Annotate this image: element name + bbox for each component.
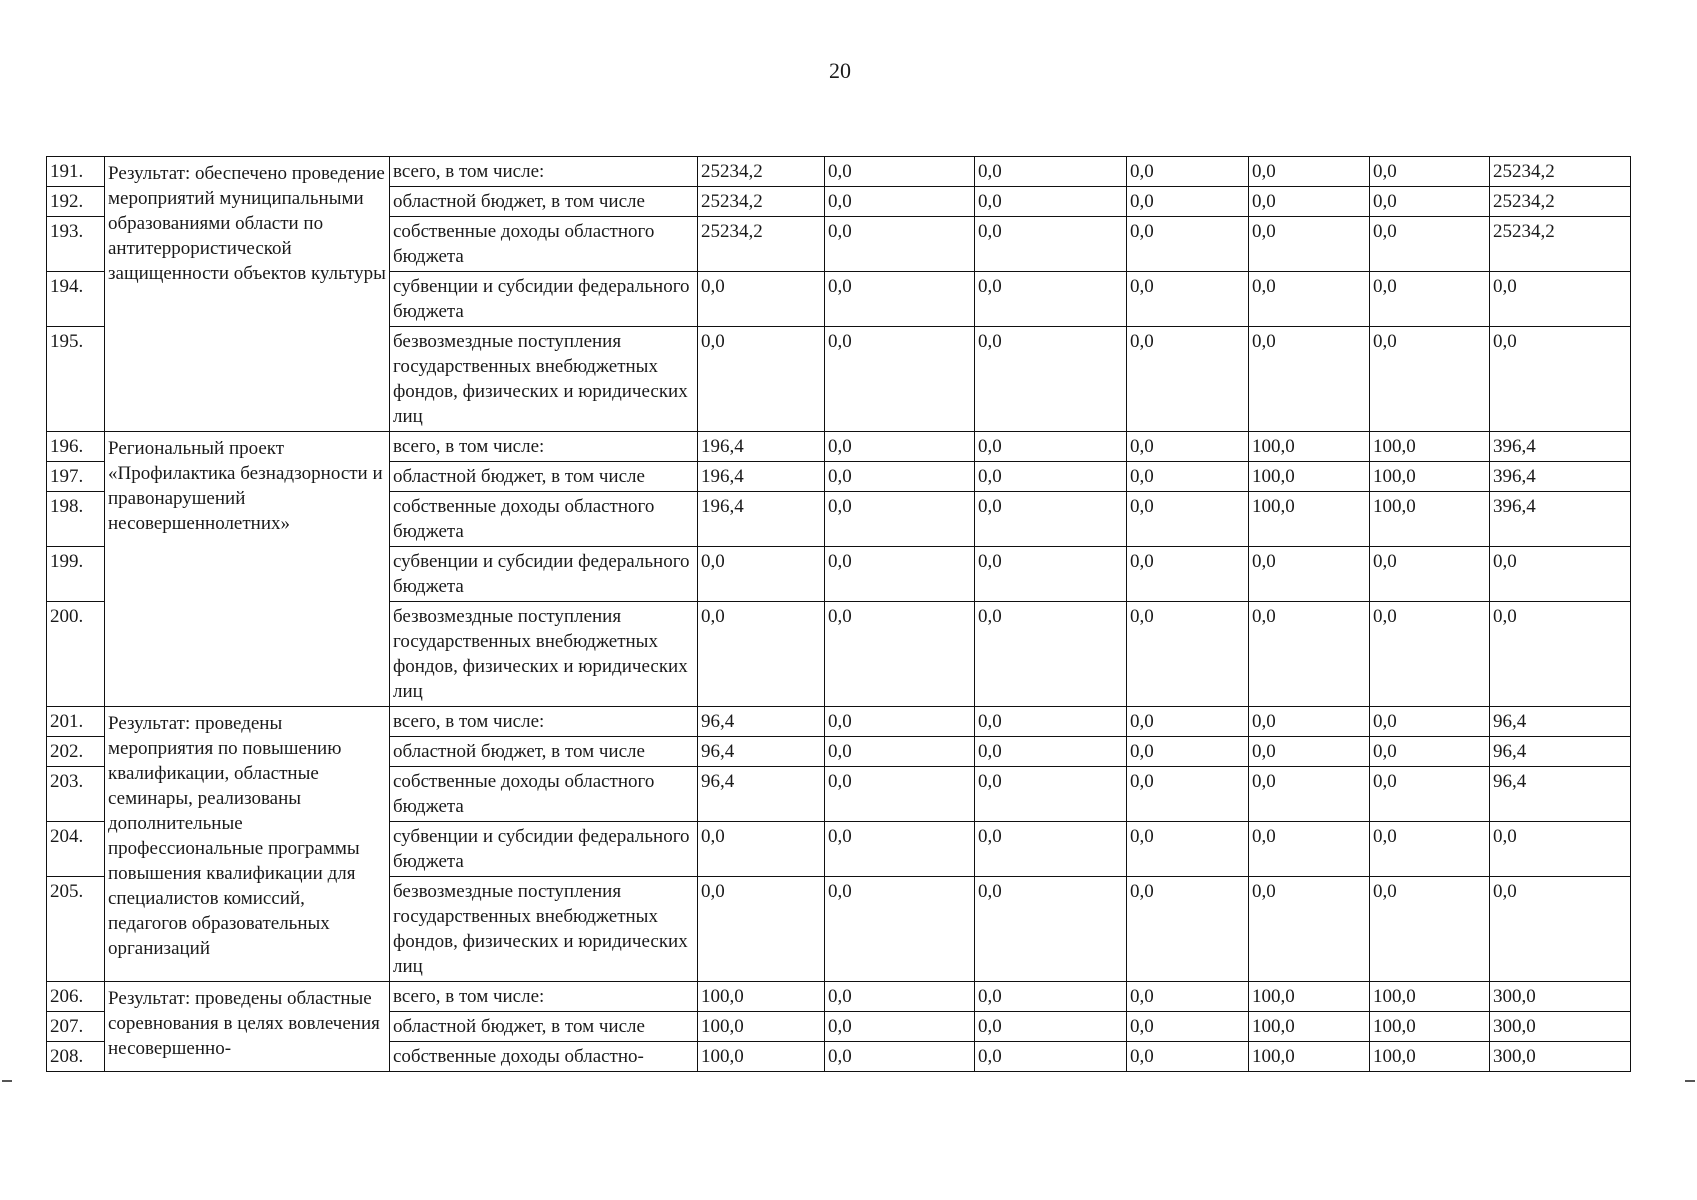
- year-value-cell: 0,0: [975, 187, 1127, 217]
- row-number-cell: 207.: [47, 1012, 105, 1042]
- row-number-cell: 205.: [47, 877, 105, 982]
- year-value-cell: 0,0: [975, 1042, 1127, 1072]
- year-value-cell: 0,0: [698, 272, 825, 327]
- year-value-cell: 0,0: [1249, 602, 1370, 707]
- year-value-cell: 0,0: [975, 737, 1127, 767]
- total-value-cell: 25234,2: [1490, 157, 1631, 187]
- year-value-cell: 0,0: [1249, 272, 1370, 327]
- year-value-cell: 0,0: [1127, 767, 1249, 822]
- year-value-cell: 100,0: [698, 982, 825, 1012]
- margin-mark-right: [1685, 1080, 1695, 1082]
- year-value-cell: 0,0: [1127, 217, 1249, 272]
- year-value-cell: 0,0: [1127, 877, 1249, 982]
- year-value-cell: 96,4: [698, 767, 825, 822]
- year-value-cell: 0,0: [825, 982, 975, 1012]
- year-value-cell: 0,0: [825, 602, 975, 707]
- funding-source-cell: всего, в том числе:: [390, 432, 698, 462]
- row-number-cell: 203.: [47, 767, 105, 822]
- year-value-cell: 0,0: [825, 877, 975, 982]
- year-value-cell: 100,0: [1249, 462, 1370, 492]
- page-number: 20: [829, 58, 851, 83]
- total-value-cell: 25234,2: [1490, 187, 1631, 217]
- year-value-cell: 100,0: [1249, 1042, 1370, 1072]
- year-value-cell: 0,0: [1127, 462, 1249, 492]
- year-value-cell: 0,0: [825, 187, 975, 217]
- row-number-cell: 202.: [47, 737, 105, 767]
- year-value-cell: 0,0: [975, 272, 1127, 327]
- budget-table: [46, 156, 1631, 1072]
- table-row: [47, 707, 1631, 737]
- total-value-cell: 0,0: [1490, 822, 1631, 877]
- year-value-cell: 0,0: [825, 432, 975, 462]
- year-value-cell: 0,0: [1370, 157, 1490, 187]
- row-number-cell: 204.: [47, 822, 105, 877]
- funding-source-cell: областной бюджет, в том числе: [390, 187, 698, 217]
- total-value-cell: 300,0: [1490, 1042, 1631, 1072]
- year-value-cell: 0,0: [1127, 707, 1249, 737]
- year-value-cell: 0,0: [825, 327, 975, 432]
- year-value-cell: 0,0: [1370, 602, 1490, 707]
- year-value-cell: 0,0: [1370, 707, 1490, 737]
- table-row: [47, 157, 1631, 187]
- row-number-cell: 199.: [47, 547, 105, 602]
- year-value-cell: 0,0: [1249, 707, 1370, 737]
- total-value-cell: 0,0: [1490, 602, 1631, 707]
- activity-description-cell: Результат: обеспечено проведение мероприятий муниципальными образованиями области по антитеррористической защищенности объектов культуры: [105, 157, 390, 432]
- year-value-cell: 0,0: [1370, 547, 1490, 602]
- year-value-cell: 0,0: [1249, 877, 1370, 982]
- year-value-cell: 0,0: [825, 1012, 975, 1042]
- year-value-cell: 0,0: [1249, 327, 1370, 432]
- year-value-cell: 96,4: [698, 737, 825, 767]
- year-value-cell: 100,0: [1370, 1012, 1490, 1042]
- total-value-cell: 300,0: [1490, 1012, 1631, 1042]
- total-value-cell: 96,4: [1490, 767, 1631, 822]
- funding-source-cell: субвенции и субсидии федерального бюджета: [390, 822, 698, 877]
- year-value-cell: 0,0: [975, 432, 1127, 462]
- total-value-cell: 96,4: [1490, 737, 1631, 767]
- total-value-cell: 396,4: [1490, 462, 1631, 492]
- row-number-cell: 198.: [47, 492, 105, 547]
- year-value-cell: 196,4: [698, 492, 825, 547]
- year-value-cell: 100,0: [698, 1042, 825, 1072]
- year-value-cell: 196,4: [698, 462, 825, 492]
- row-number-cell: 192.: [47, 187, 105, 217]
- year-value-cell: 0,0: [1370, 327, 1490, 432]
- year-value-cell: 100,0: [1249, 982, 1370, 1012]
- year-value-cell: 0,0: [1249, 547, 1370, 602]
- table-row: [47, 432, 1631, 462]
- row-number-cell: 191.: [47, 157, 105, 187]
- year-value-cell: 100,0: [698, 1012, 825, 1042]
- year-value-cell: 0,0: [825, 272, 975, 327]
- year-value-cell: 0,0: [1370, 187, 1490, 217]
- year-value-cell: 100,0: [1370, 1042, 1490, 1072]
- year-value-cell: 0,0: [1370, 737, 1490, 767]
- year-value-cell: 0,0: [1249, 737, 1370, 767]
- total-value-cell: 0,0: [1490, 327, 1631, 432]
- funding-source-cell: собственные доходы областно-: [390, 1042, 698, 1072]
- funding-source-cell: областной бюджет, в том числе: [390, 462, 698, 492]
- year-value-cell: 0,0: [698, 822, 825, 877]
- year-value-cell: 100,0: [1249, 432, 1370, 462]
- row-number-cell: 194.: [47, 272, 105, 327]
- year-value-cell: 0,0: [1249, 217, 1370, 272]
- year-value-cell: 0,0: [825, 492, 975, 547]
- year-value-cell: 0,0: [1127, 432, 1249, 462]
- funding-source-cell: всего, в том числе:: [390, 157, 698, 187]
- year-value-cell: 0,0: [825, 547, 975, 602]
- funding-source-cell: субвенции и субсидии федерального бюджета: [390, 272, 698, 327]
- funding-source-cell: безвозмездные поступления государственных внебюджетных фондов, физических и юридических лиц: [390, 327, 698, 432]
- year-value-cell: 0,0: [1127, 272, 1249, 327]
- year-value-cell: 0,0: [1127, 1012, 1249, 1042]
- year-value-cell: 0,0: [975, 547, 1127, 602]
- funding-source-cell: собственные доходы областного бюджета: [390, 767, 698, 822]
- year-value-cell: 0,0: [975, 327, 1127, 432]
- year-value-cell: 0,0: [1370, 822, 1490, 877]
- year-value-cell: 0,0: [825, 737, 975, 767]
- year-value-cell: 0,0: [975, 492, 1127, 547]
- year-value-cell: 96,4: [698, 707, 825, 737]
- funding-source-cell: областной бюджет, в том числе: [390, 737, 698, 767]
- row-number-cell: 195.: [47, 327, 105, 432]
- year-value-cell: 100,0: [1370, 432, 1490, 462]
- year-value-cell: 25234,2: [698, 187, 825, 217]
- row-number-cell: 206.: [47, 982, 105, 1012]
- year-value-cell: 0,0: [698, 877, 825, 982]
- activity-description-cell: Региональный проект «Профилактика безнадзорности и правонарушений несовершеннолетних»: [105, 432, 390, 707]
- total-value-cell: 300,0: [1490, 982, 1631, 1012]
- total-value-cell: 0,0: [1490, 547, 1631, 602]
- year-value-cell: 0,0: [1249, 822, 1370, 877]
- year-value-cell: 0,0: [975, 462, 1127, 492]
- year-value-cell: 0,0: [825, 707, 975, 737]
- total-value-cell: 396,4: [1490, 432, 1631, 462]
- year-value-cell: 0,0: [1249, 187, 1370, 217]
- year-value-cell: 196,4: [698, 432, 825, 462]
- total-value-cell: 0,0: [1490, 272, 1631, 327]
- year-value-cell: 0,0: [1370, 767, 1490, 822]
- activity-description-cell: Результат: проведены мероприятия по повышению квалификации, областные семинары, реализованы дополнительные профессиональные программы повышения квалификации для специалистов комиссий, педагогов образовательных организаций: [105, 707, 390, 982]
- year-value-cell: 0,0: [825, 217, 975, 272]
- year-value-cell: 0,0: [1370, 272, 1490, 327]
- year-value-cell: 100,0: [1249, 1012, 1370, 1042]
- year-value-cell: 0,0: [975, 767, 1127, 822]
- funding-source-cell: областной бюджет, в том числе: [390, 1012, 698, 1042]
- row-number-cell: 200.: [47, 602, 105, 707]
- funding-source-cell: безвозмездные поступления государственных внебюджетных фондов, физических и юридических лиц: [390, 602, 698, 707]
- year-value-cell: 0,0: [975, 982, 1127, 1012]
- funding-source-cell: субвенции и субсидии федерального бюджета: [390, 547, 698, 602]
- year-value-cell: 0,0: [825, 767, 975, 822]
- year-value-cell: 0,0: [1127, 737, 1249, 767]
- year-value-cell: 0,0: [1370, 877, 1490, 982]
- total-value-cell: 25234,2: [1490, 217, 1631, 272]
- year-value-cell: 100,0: [1370, 492, 1490, 547]
- year-value-cell: 0,0: [975, 602, 1127, 707]
- funding-source-cell: собственные доходы областного бюджета: [390, 217, 698, 272]
- year-value-cell: 0,0: [825, 462, 975, 492]
- year-value-cell: 0,0: [1370, 217, 1490, 272]
- year-value-cell: 0,0: [1127, 492, 1249, 547]
- year-value-cell: 0,0: [975, 157, 1127, 187]
- margin-mark-left: [2, 1080, 12, 1082]
- activity-description-cell: Результат: проведены областные соревнования в целях вовлечения несовершенно-: [105, 982, 390, 1072]
- funding-source-cell: всего, в том числе:: [390, 707, 698, 737]
- row-number-cell: 197.: [47, 462, 105, 492]
- year-value-cell: 0,0: [1249, 767, 1370, 822]
- total-value-cell: 96,4: [1490, 707, 1631, 737]
- year-value-cell: 100,0: [1249, 492, 1370, 547]
- table-row: [47, 982, 1631, 1012]
- year-value-cell: 100,0: [1370, 462, 1490, 492]
- funding-source-cell: безвозмездные поступления государственных внебюджетных фондов, физических и юридических лиц: [390, 877, 698, 982]
- year-value-cell: 0,0: [975, 707, 1127, 737]
- row-number-cell: 193.: [47, 217, 105, 272]
- year-value-cell: 0,0: [1127, 187, 1249, 217]
- year-value-cell: 25234,2: [698, 217, 825, 272]
- year-value-cell: 0,0: [1127, 602, 1249, 707]
- total-value-cell: 0,0: [1490, 877, 1631, 982]
- year-value-cell: 0,0: [1127, 327, 1249, 432]
- year-value-cell: 0,0: [975, 822, 1127, 877]
- year-value-cell: 0,0: [698, 327, 825, 432]
- table-body: [47, 157, 1631, 1072]
- year-value-cell: 0,0: [975, 1012, 1127, 1042]
- year-value-cell: 0,0: [1127, 547, 1249, 602]
- year-value-cell: 100,0: [1370, 982, 1490, 1012]
- year-value-cell: 0,0: [825, 157, 975, 187]
- total-value-cell: 396,4: [1490, 492, 1631, 547]
- year-value-cell: 0,0: [1127, 822, 1249, 877]
- year-value-cell: 0,0: [825, 1042, 975, 1072]
- funding-source-cell: собственные доходы областного бюджета: [390, 492, 698, 547]
- year-value-cell: 0,0: [975, 217, 1127, 272]
- year-value-cell: 0,0: [975, 877, 1127, 982]
- row-number-cell: 201.: [47, 707, 105, 737]
- year-value-cell: 0,0: [825, 822, 975, 877]
- year-value-cell: 0,0: [698, 547, 825, 602]
- year-value-cell: 0,0: [1127, 982, 1249, 1012]
- year-value-cell: 0,0: [1127, 157, 1249, 187]
- year-value-cell: 0,0: [1249, 157, 1370, 187]
- row-number-cell: 208.: [47, 1042, 105, 1072]
- year-value-cell: 25234,2: [698, 157, 825, 187]
- year-value-cell: 0,0: [1127, 1042, 1249, 1072]
- year-value-cell: 0,0: [698, 602, 825, 707]
- funding-source-cell: всего, в том числе:: [390, 982, 698, 1012]
- row-number-cell: 196.: [47, 432, 105, 462]
